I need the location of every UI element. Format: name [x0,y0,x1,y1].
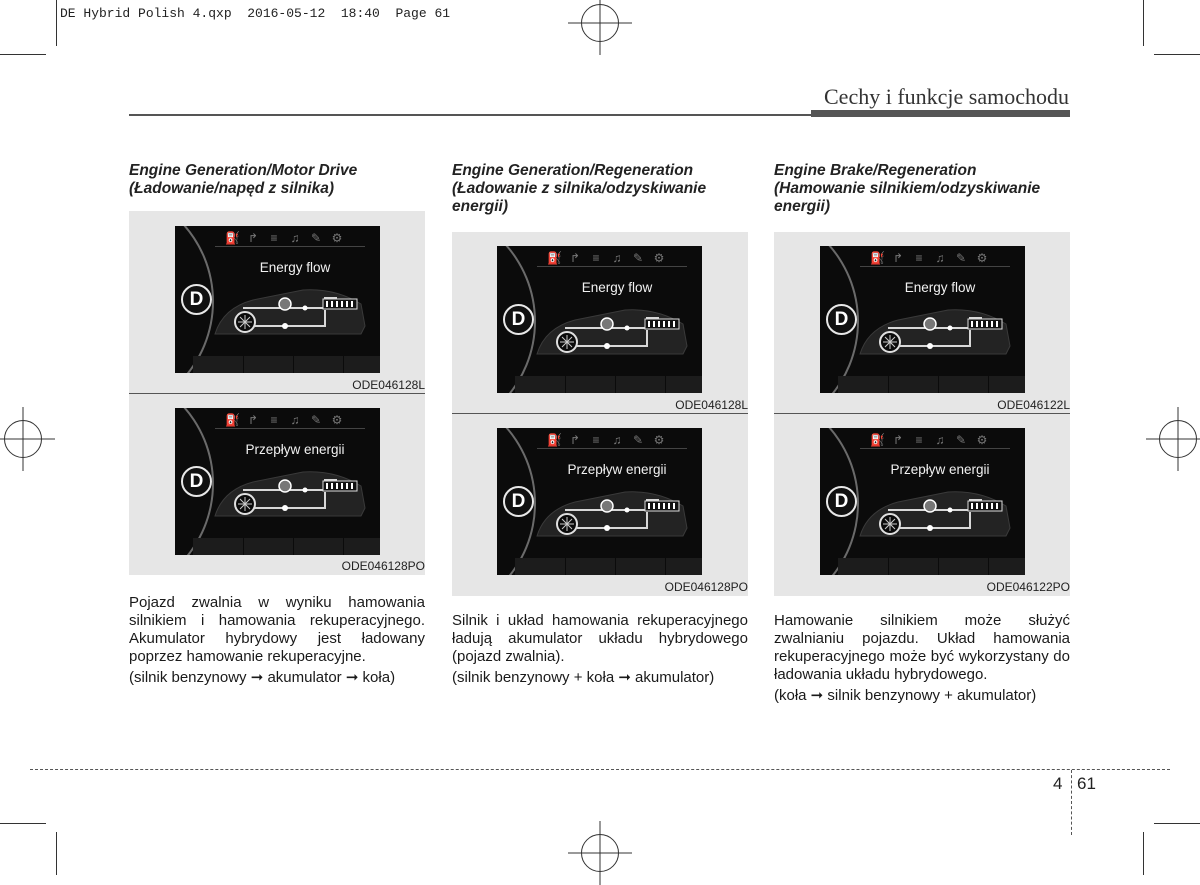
gear-icon: ⚙ [653,251,665,265]
figure-separator [774,413,1070,414]
crop-mark [0,54,46,55]
registration-mark [4,420,42,458]
wrench-icon: ✎ [310,231,322,245]
road-icon: ≡ [915,433,923,447]
road-icon: ≡ [592,251,600,265]
page-number: 61 [1077,774,1096,793]
energy-flow-diagram [175,408,380,555]
column-2-title: Engine Generation/Regeneration (Ładowanie z silnika/odzyskiwanie energii) [452,162,707,215]
figure-separator [452,413,748,414]
energy-flow-diagram [820,428,1025,575]
drive-mode-indicator: D [826,486,857,517]
road-icon: ≡ [592,433,600,447]
crop-mark [1154,54,1200,55]
crop-mark [56,832,57,875]
wrench-icon: ✎ [632,433,644,447]
wrench-icon: ✎ [955,251,967,265]
turn-arrow-icon: ↱ [569,433,581,447]
screen-title: Przepływ energii [890,462,990,477]
fuel-pump-icon: ⛽ [547,251,562,265]
column-2-formula: (silnik benzynowy + koła ➞ akumulator) [452,669,715,686]
turn-arrow-icon: ↱ [569,251,581,265]
footer-divider [1071,770,1072,835]
figure-code: ODE046122L [997,398,1070,412]
drive-mode-indicator: D [181,284,212,315]
figure-code: ODE046128L [352,378,425,392]
crop-mark [1143,0,1144,46]
drive-mode-indicator: D [826,304,857,335]
cluster-screen [175,226,380,373]
section-title: Cechy i funkcje samochodu [824,84,1069,109]
registration-mark [581,834,619,872]
column-3-formula: (koła ➞ silnik benzynowy + akumulator) [774,687,1037,704]
figure-separator [129,393,425,394]
fuel-pump-icon: ⛽ [870,433,885,447]
registration-mark [1159,420,1197,458]
music-note-icon: ♫ [935,433,945,447]
gear-icon: ⚙ [331,231,343,245]
cluster-screen [497,246,702,393]
cluster-screen [175,408,380,555]
registration-mark [581,4,619,42]
cluster-screen [497,428,702,575]
column-3-title: Engine Brake/Regeneration (Hamowanie silnikiem/odzyskiwanie energii) [774,162,1041,215]
road-icon: ≡ [270,231,278,245]
column-3-body [774,612,1070,684]
crop-mark [1154,823,1200,824]
body-paragraph: Pojazd zwalnia w wyniku hamowania silnikiem i hamowania rekuperacyjnego. Akumulator hybrydowy jest ładowany poprzez hamowanie rekuperacyjne. [129,594,425,665]
turn-arrow-icon: ↱ [892,433,904,447]
turn-arrow-icon: ↱ [892,251,904,265]
music-note-icon: ♫ [290,413,300,427]
figure-code: ODE046128PO [341,559,425,573]
wrench-icon: ✎ [310,413,322,427]
music-note-icon: ♫ [612,433,622,447]
energy-flow-diagram [820,246,1025,393]
gear-icon: ⚙ [331,413,343,427]
turn-arrow-icon: ↱ [247,413,259,427]
crop-mark [56,0,57,46]
column-1-body [129,594,425,666]
drive-mode-indicator: D [503,486,534,517]
column-1-formula: (silnik benzynowy ➞ akumulator ➞ koła) [129,669,396,686]
gear-icon: ⚙ [976,251,988,265]
gear-icon: ⚙ [653,433,665,447]
header-bar [811,110,1070,117]
road-icon: ≡ [915,251,923,265]
fuel-pump-icon: ⛽ [547,433,562,447]
fuel-pump-icon: ⛽ [225,231,240,245]
crop-mark [1143,832,1144,875]
music-note-icon: ♫ [935,251,945,265]
energy-flow-diagram [497,428,702,575]
header-rule [129,114,811,116]
body-paragraph: Hamowanie silnikiem może służyć zwalnianiu pojazdu. Układ hamowania rekuperacyjnego może być wykorzystany do ładowania układu hybrydowego. [774,612,1070,683]
body-paragraph: Silnik i układ hamowania rekuperacyjnego ładują akumulator układu hybrydowego (pojazd zwalnia). [452,612,748,665]
print-slug: DE Hybrid Polish 4.qxp 2016-05-12 18:40 Page 61 [60,6,451,21]
wrench-icon: ✎ [632,251,644,265]
gear-icon: ⚙ [976,433,988,447]
crop-mark [0,823,46,824]
energy-flow-diagram [497,246,702,393]
figure-code: ODE046128PO [664,580,748,594]
fuel-pump-icon: ⛽ [225,413,240,427]
turn-arrow-icon: ↱ [247,231,259,245]
screen-title: Energy flow [904,280,976,295]
cluster-screen [820,246,1025,393]
screen-title: Przepływ energii [567,462,667,477]
column-2-body [452,612,748,666]
music-note-icon: ♫ [612,251,622,265]
figure-code: ODE046128L [675,398,748,412]
energy-flow-diagram [175,226,380,373]
screen-title: Przepływ energii [245,442,345,457]
screen-title: Energy flow [259,260,331,275]
figure-code: ODE046122PO [986,580,1070,594]
chapter-number: 4 [1053,774,1063,793]
column-1-title: Engine Generation/Motor Drive (Ładowanie/napęd z silnika) [129,162,358,197]
cluster-screen [820,428,1025,575]
music-note-icon: ♫ [290,231,300,245]
drive-mode-indicator: D [503,304,534,335]
road-icon: ≡ [270,413,278,427]
screen-title: Energy flow [581,280,653,295]
wrench-icon: ✎ [955,433,967,447]
drive-mode-indicator: D [181,466,212,497]
footer-rule [30,769,1170,770]
fuel-pump-icon: ⛽ [870,251,885,265]
